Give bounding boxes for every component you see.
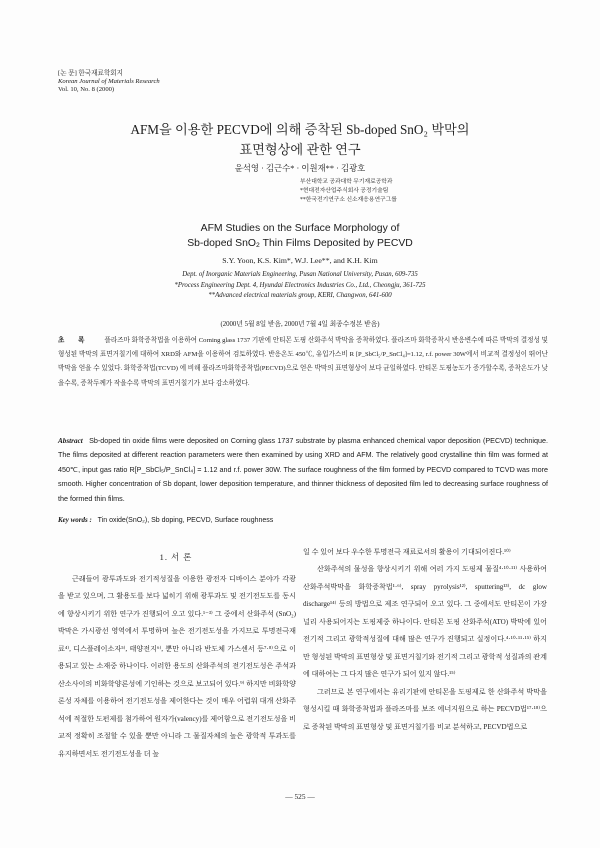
korean-affiliation: 부산대학교 공과대학 무기재료공학과 [300,179,393,185]
journal-header [58,70,160,94]
korean-affiliations [300,178,397,205]
korean-affiliation: *현대전자산업주식회사 공정기술팀 [300,188,389,194]
body-column-left [58,571,296,763]
journal-category: [논 문] 한국재료학회지 [58,70,124,77]
keywords [58,516,548,524]
english-authors: S.Y. Yoon, K.S. Kim*, W.J. Lee**, and K.H. Kim [222,256,378,265]
korean-title [0,120,600,160]
english-title-line1: AFM Studies on the Surface Morphology of [200,223,400,234]
korean-affiliation: **한국전기연구소 신소재응용연구그룹 [300,197,397,203]
korean-abstract-text: 플라즈마 화학증착법을 이용하여 Corning glass 1737 기판에 안티몬 도핑 산화주석 박막을 증착하였다. 플라즈마 화학증착시 반응변수에 따른 박막의 결정성 및 형성된 박막의 표면거칠기에 대하여 XRD와 AFM을 이용하여 검토하였다. 반응온도 450℃, 유입가스비 R [P_SbCl₅/P_SnCl₄]=1.12, r.f. power 30W에서 비교적 결정성이 뛰어난 박막을 얻을 수 있었다. 화학증착법(TCVD) 에 비해 플라즈마화학증착법(PECVD)으로 얻은 박막의 표면형상이 보다 균일하였다. 안티몬 도핑농도가 증가할수록, 증착온도가 낮을수록, 증착두께가 작을수록 박막의 표면거칠기가 보다 감소하였다. [58,337,548,387]
keywords-text: Tin oxide(SnO₂), Sb doping, PECVD, Surface roughness [97,517,274,524]
journal-name: Korean Journal of Materials Research [58,78,160,85]
body-paragraph: 그러므로 본 연구에서는 유리기판에 안티몬을 도핑제로 한 산화주석 박막을 형성시킬 때 화학증착법과 플라즈마를 보조 에너지원으로 하는 PECVD법¹⁷·¹⁸⁾으로 증착된 박막의 표면형상 및 표면거칠기를 비교 분석하고, PECVD법으로 [303,687,547,731]
body-paragraph: 일 수 있어 보다 우수한 투명전극 재료로서의 활용이 기대되어진다.¹⁰⁾ [303,548,511,556]
english-abstract-text: Sb-doped tin oxide films were deposited on Corning glass 1737 substrate by plasma enhanced chemical vapor deposition (PECVD) technique. The films deposited at different reaction parameters were then examined by using XRD and AFM. The relatively good crystalline thin film was formed at 450℃, input gas ratio R[P_SbCl₅/P_SnCl₄] = 1.12 and r.f. power 30W. The surface roughness of the film formed by PECVD compared to TCVD was more smooth. Higher concentration of Sb dopant, lower deposition temperature, and thinner thickness of deposited film led to decreasing surface roughness of the formed thin films. [58,436,548,503]
korean-abstract-label: 초 록 [58,337,91,344]
english-title-line2: Sb-doped SnO₂ Thin Films Deposited by PECVD [187,238,413,249]
korean-authors: 윤석영 · 김근수* · 이원재** · 김광호 [234,164,366,173]
korean-abstract [58,334,548,391]
page-number: — 525 — [285,792,315,801]
body-column-right [303,544,547,736]
body-paragraph: 근래들어 광투과도와 전기적성질을 이용한 광전자 디바이스 분야가 각광을 받고 있으며, 그 활용도를 보다 넓히기 위해 광투과도 및 전기전도도를 동시에 향상시키기 위한 연구가 진행되어 오고 있다.¹⁻³⁾ 그 중에서 산화주석 (SnO₂) 박막은 가시광선 영역에서 투명하며 높은 전기전도성을 가지므로 투명전극재료⁴⁾, 디스플레이소자⁵⁾, 태양전지⁶⁾, 뿐만 아니라 반도체 가스센서 등⁷·⁸⁾으로 이용되고 있는 소재중 하나이다. 이러한 용도의 산화주석의 전기전도성은 주석과 산소사이의 비화학양론성에 기인하는 것으로 보고되어 있다.⁹⁾ 하지만 비화학양론성 자체를 이용하여 전기전도성을 제어한다는 것이 매우 어렵워 대개 산화주석에 적절한 도펀제를 첨가하여 원자가(valency)를 제어함으로 전기전도성을 비교적 정확히 조절할 수 있을 뿐만 아니라 그 물질자체의 높은 광학적 투과도를 유지하면서도 전기전도성을 더 높 [58,575,296,758]
english-affiliation: Dept. of Inorganic Materials Engineering, Pusan National University, Pusan, 609-735 [182,271,418,278]
english-affiliations [0,270,600,302]
received-dates: (2000년 5월 8일 받음, 2000년 7월 4일 최종수정본 받음) [220,321,380,328]
english-abstract-label: Abstract [58,437,83,445]
english-abstract [58,434,548,506]
korean-title-line2: 표면형상에 관한 연구 [239,142,361,157]
korean-title-line1: AFM을 이용한 PECVD에 의해 증착된 Sb-doped SnO₂ 박막의 [130,122,470,137]
section-heading-introduction: 1. 서 론 [159,553,193,562]
keywords-label: Key words : [58,516,92,524]
english-title [0,221,600,251]
english-affiliation: *Process Engineering Dept. 4, Hyundai Electronics Industries Co., Ltd., Cheongju, 361-725 [174,281,426,289]
english-affiliation: **Advanced electrical materials group, KERI, Changwon, 641-600 [208,292,392,299]
body-paragraph: 산화주석의 물성을 향상시키기 위해 여러 가지 도핑제 물질⁴·¹⁰·¹¹⁾ 사용하여 산화주석박막을 화학증착법¹·⁶⁾, spray pyrolysis¹²⁾, sputtering¹³⁾, dc glow discharge¹⁴⁾ 등의 방법으로 제조 연구되어 오고 있다. 그 중에서도 안티몬이 가장 널리 사용되어지는 도핑제중 하나이다. 안티몬 도핑 산화주석(ATO) 박막에 있어 전기적 그리고 광학적성질에 대해 많은 연구가 진행되고 실정이다.⁴·¹⁰·¹¹·¹⁵⁾ 하지만 형성된 박막의 표면형상 및 표면거칠기와 전기적 그리고 광학적 성질과의 관계에 대하여는 그 다지 많은 연구가 되어 있지 않다.¹⁵⁾ [303,565,547,679]
journal-volume: Vol. 10, No. 8 (2000) [58,86,115,93]
